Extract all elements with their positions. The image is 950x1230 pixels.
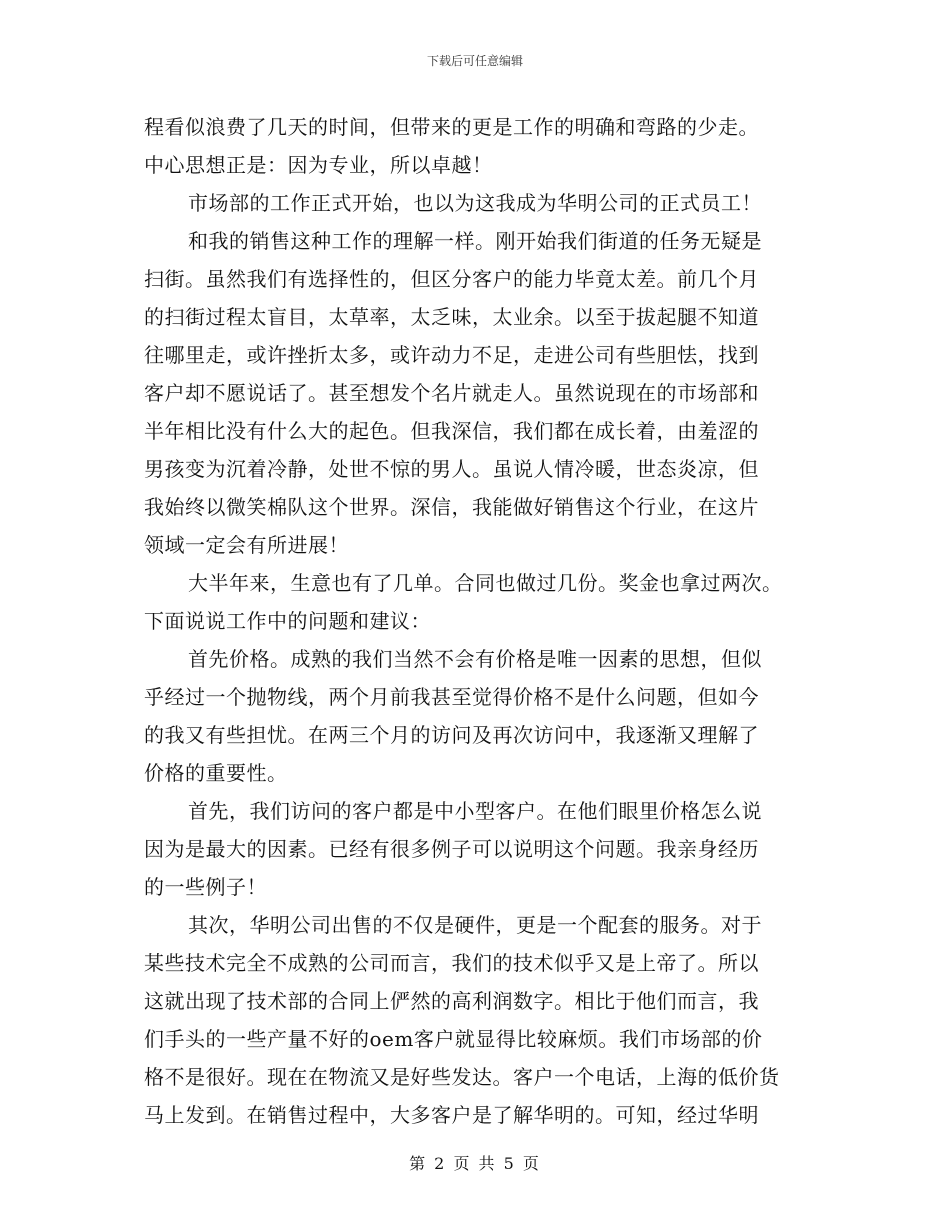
paragraph-start-line: 市场部的工作正式开始，也以为这我成为华明公司的正式员工！ xyxy=(188,191,762,215)
text-line: 价格的重要性。 xyxy=(144,761,288,785)
text-line: 这就出现了技术部的合同上俨然的高利润数字。相比于他们而言，我 xyxy=(144,989,759,1013)
text-line: 半年相比没有什么大的起色。但我深信，我们都在成长着，由羞涩的 xyxy=(144,419,759,443)
text-line: 中心思想正是：因为专业，所以卓越！ xyxy=(144,153,493,177)
text-line: 们手头的一些产量不好的oem客户就显得比较麻烦。我们市场部的价 xyxy=(144,1027,763,1051)
text-line: 的我又有些担忧。在两三个月的访问及再次访问中，我逐渐又理解了 xyxy=(144,723,759,747)
text-line: 的一些例子！ xyxy=(144,875,267,899)
paragraph-start-line: 大半年来，生意也有了几单。合同也做过几份。奖金也拿过两次。 xyxy=(188,571,783,595)
text-line: 我始终以微笑棉队这个世界。深信，我能做好销售这个行业，在这片 xyxy=(144,495,759,519)
text-line: 程看似浪费了几天的时间，但带来的更是工作的明确和弯路的少走。 xyxy=(144,115,759,139)
text-line: 乎经过一个抛物线，两个月前我甚至觉得价格不是什么问题，但如今 xyxy=(144,685,759,709)
text-line: 马上发到。在销售过程中，大多客户是了解华明的。可知，经过华明 xyxy=(144,1103,759,1127)
text-line: 下面说说工作中的问题和建议： xyxy=(144,609,431,633)
paragraph-start-line: 首先价格。成熟的我们当然不会有价格是唯一因素的思想，但似 xyxy=(188,647,762,671)
text-line: 的扫街过程太盲目，太草率，太乏味，太业余。以至于拔起腿不知道 xyxy=(144,305,759,329)
text-line: 扫街。虽然我们有选择性的，但区分客户的能力毕竟太差。前几个月 xyxy=(144,267,759,291)
paragraph-start-line: 其次，华明公司出售的不仅是硬件，更是一个配套的服务。对于 xyxy=(188,913,762,937)
document-body xyxy=(144,108,809,1134)
paragraph-start-line: 首先，我们访问的客户都是中小型客户。在他们眼里价格怎么说 xyxy=(188,799,762,823)
text-line: 男孩变为沉着冷静，处世不惊的男人。虽说人情冷暖，世态炎凉，但 xyxy=(144,457,759,481)
text-line: 格不是很好。现在在物流又是好些发达。客户一个电话，上海的低价货 xyxy=(144,1065,780,1089)
page-header: 下载后可任意编辑 xyxy=(426,54,523,68)
text-line: 客户却不愿说话了。甚至想发个名片就走人。虽然说现在的市场部和 xyxy=(144,381,759,405)
text-line: 某些技术完全不成熟的公司而言，我们的技术似乎又是上帝了。所以 xyxy=(144,951,759,975)
page-number-footer: 第 2 页 共 5 页 xyxy=(409,1154,541,1173)
paragraph-start-line: 和我的销售这种工作的理解一样。刚开始我们街道的任务无疑是 xyxy=(188,229,762,253)
text-line: 往哪里走，或许挫折太多，或许动力不足，走进公司有些胆怯，找到 xyxy=(144,343,759,367)
text-line: 因为是最大的因素。已经有很多例子可以说明这个问题。我亲身经历 xyxy=(144,837,759,861)
text-line: 领域一定会有所进展！ xyxy=(144,533,349,557)
